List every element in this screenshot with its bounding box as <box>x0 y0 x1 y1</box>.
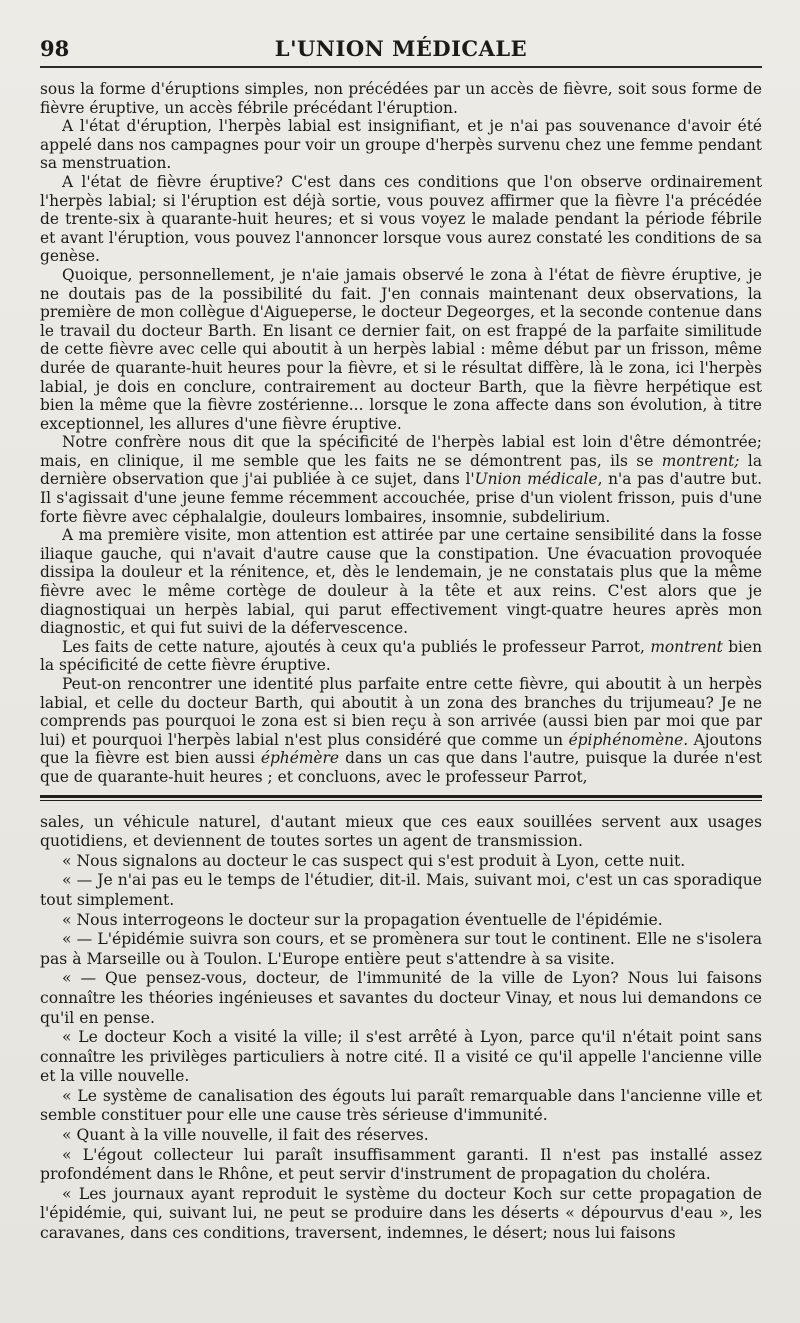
text-run: dans un cas que dans l'autre, puisque la durée n'est que de quarante-huit heures ; et concluons, avec le professeur Parrot, <box>40 749 762 786</box>
paragraph: « Le système de canalisation des égouts lui paraît remarquable dans l'ancienne ville et semble constituer pour elle une cause très sérieuse d'immunité. <box>40 1086 762 1125</box>
paragraph: « L'égout collecteur lui paraît insuffisamment garanti. Il n'est pas installé assez profondément dans le Rhône, et peut servir d'instrument de propagation du choléra. <box>40 1145 762 1184</box>
feuilleton-separator <box>40 795 762 801</box>
running-title: L'UNION MÉDICALE <box>274 36 528 61</box>
journal-title: Union médicale <box>474 470 598 489</box>
emphasis-text: montrent; <box>661 451 740 470</box>
emphasis-text: épiphénomène. <box>568 730 689 749</box>
paragraph: « — Je n'ai pas eu le temps de l'étudier, dit-il. Mais, suivant moi, c'est un cas sporadique tout simplement. <box>40 871 762 909</box>
paragraph: « Le docteur Koch a visité la ville; il s'est arrêté à Lyon, parce qu'il n'était point sans connaître les privilèges particuliers à notre cité. Il a visité ce qu'il appelle l'ancienne ville et la ville nouvelle. <box>40 1028 762 1086</box>
paragraph: « — L'épidémie suivra son cours, et se promènera sur tout le continent. Elle ne s'isolera pas à Marseille ou à Toulon. L'Europe entière peut s'attendre à sa visite. <box>40 930 762 968</box>
feuilleton-column <box>40 813 762 1244</box>
paragraph: sous la forme d'éruptions simples, non précédées par un accès de fièvre, soit sous forme de fièvre éruptive, un accès fébrile précédant l'éruption. <box>40 80 762 117</box>
text-run: la dernière observation que j'ai publiée à ce sujet, dans l' <box>40 451 762 489</box>
paragraph: A ma première visite, mon attention est attirée par une certaine sensibilité dans la fosse iliaque gauche, qui n'avait d'autre cause que la constipation. Une évacuation provoquée dissipa la douleur et la rénitence, et, dès le lendemain, je ne constatais plus que la même fièvre avec le même cortège de douleur à la tête et aux reins. C'est alors que je diagnostiquai un herpès labial, qui parut effectivement vingt-quatre heures après mon diagnostic, et qui fut suivi de la défervescence. <box>40 526 762 638</box>
paragraph: « Nous signalons au docteur le cas suspect qui s'est produit à Lyon, cette nuit. <box>62 851 686 870</box>
paragraph <box>40 433 762 526</box>
text-run: Peut-on rencontrer une identité plus parfaite entre cette fièvre, qui aboutit à un herpès labial, et celle du docteur Barth, qui aboutit à un zona des branches du trijumeau? Je ne comprends pas pourquoi le zona est si bien reçu à son arrivée (aussi bien par moi que par lui) et pourquoi l'herpès labial n'est plus considéré que comme un <box>40 675 762 749</box>
paragraph: « Quant à la ville nouvelle, il fait des réserves. <box>62 1126 429 1145</box>
text-run: Les faits de cette nature, ajoutés à ceux qu'a publiés le professeur Parrot, <box>62 637 651 656</box>
page-number: 98 <box>40 36 70 61</box>
emphasis-text: montrent <box>650 637 723 656</box>
paragraph: sales, un véhicule naturel, d'autant mieux que ces eaux souillées servent aux usages quotidiens, et deviennent de toutes sortes un agent de transmission. <box>40 812 762 851</box>
paragraph <box>40 638 762 675</box>
text-run: bien la spécificité de cette fièvre éruptive. <box>40 637 762 675</box>
emphasis-text: éphémère <box>260 749 339 768</box>
article-column <box>40 80 762 787</box>
text-run: , n'a pas d'autre but. Il s'agissait d'une jeune femme récemment accouchée, prise d'un violent frisson, puis d'une forte fièvre avec céphalalgie, douleurs lombaires, insomnie, subdelirium. <box>40 470 762 526</box>
paragraph: « — Que pensez-vous, docteur, de l'immunité de la ville de Lyon? Nous lui faisons connaître les théories ingénieuses et savantes du docteur Vinay, et nous lui demandons ce qu'il en pense. <box>40 969 762 1027</box>
text-run: Ajoutons que la fièvre est bien aussi <box>40 730 762 768</box>
paragraph: A l'état de fièvre éruptive? C'est dans ces conditions que l'on observe ordinairement l'herpès labial; si l'éruption est déjà sortie, vous pouvez affirmer que la fièvre l'a précédée de trente-six à quarante-huit heures; et si vous voyez le malade pendant la période fébrile et avant l'éruption, vous pouvez l'annoncer lorsque vous aurez constaté les conditions de sa genèse. <box>40 172 762 266</box>
paragraph: « Nous interrogeons le docteur sur la propagation éventuelle de l'épidémie. <box>62 910 663 929</box>
paragraph <box>40 675 762 787</box>
text-run: Notre confrère nous dit que la spécificité de l'herpès labial est loin d'être démontrée; mais, en clinique, il me semble que les faits ne se démontrent pas, ils se <box>40 433 762 470</box>
paragraph: A l'état d'éruption, l'herpès labial est insignifiant, et je n'ai pas souvenance d'avoir été appelé dans nos campagnes pour voir un groupe d'herpès survenu chez une femme pendant sa menstruation. <box>40 117 762 173</box>
paragraph: « Les journaux ayant reproduit le système du docteur Koch sur cette propagation de l'épidémie, qui, suivant lui, ne peut se produire dans les déserts « dépourvus d'eau », les caravanes, dans ces conditions, traversent, indemnes, le désert; nous lui faisons <box>40 1184 762 1243</box>
page-header <box>40 30 762 68</box>
paragraph: Quoique, personnellement, je n'aie jamais observé le zona à l'état de fièvre éruptive, je ne doutais pas de la possibilité du fait. J'en connais maintenant deux observations, la première de mon collègue d'Aigueperse, le docteur Degeorges, et la seconde contenue dans le travail du docteur Barth. En lisant ce dernier fait, on est frappé de la parfaite similitude de cette fièvre avec celle qui aboutit à un herpès labial : même début par un frisson, même durée de quarante-huit heures pour la fièvre, et si le résultat diffère, là le zona, ici l'herpès labial, je dois en conclure, contrairement au docteur Barth, que la fièvre herpétique est bien la même que la fièvre zostérienne... lorsque le zona affecte dans son évolution, à titre exceptionnel, les allures d'une fièvre éruptive. <box>40 265 762 433</box>
